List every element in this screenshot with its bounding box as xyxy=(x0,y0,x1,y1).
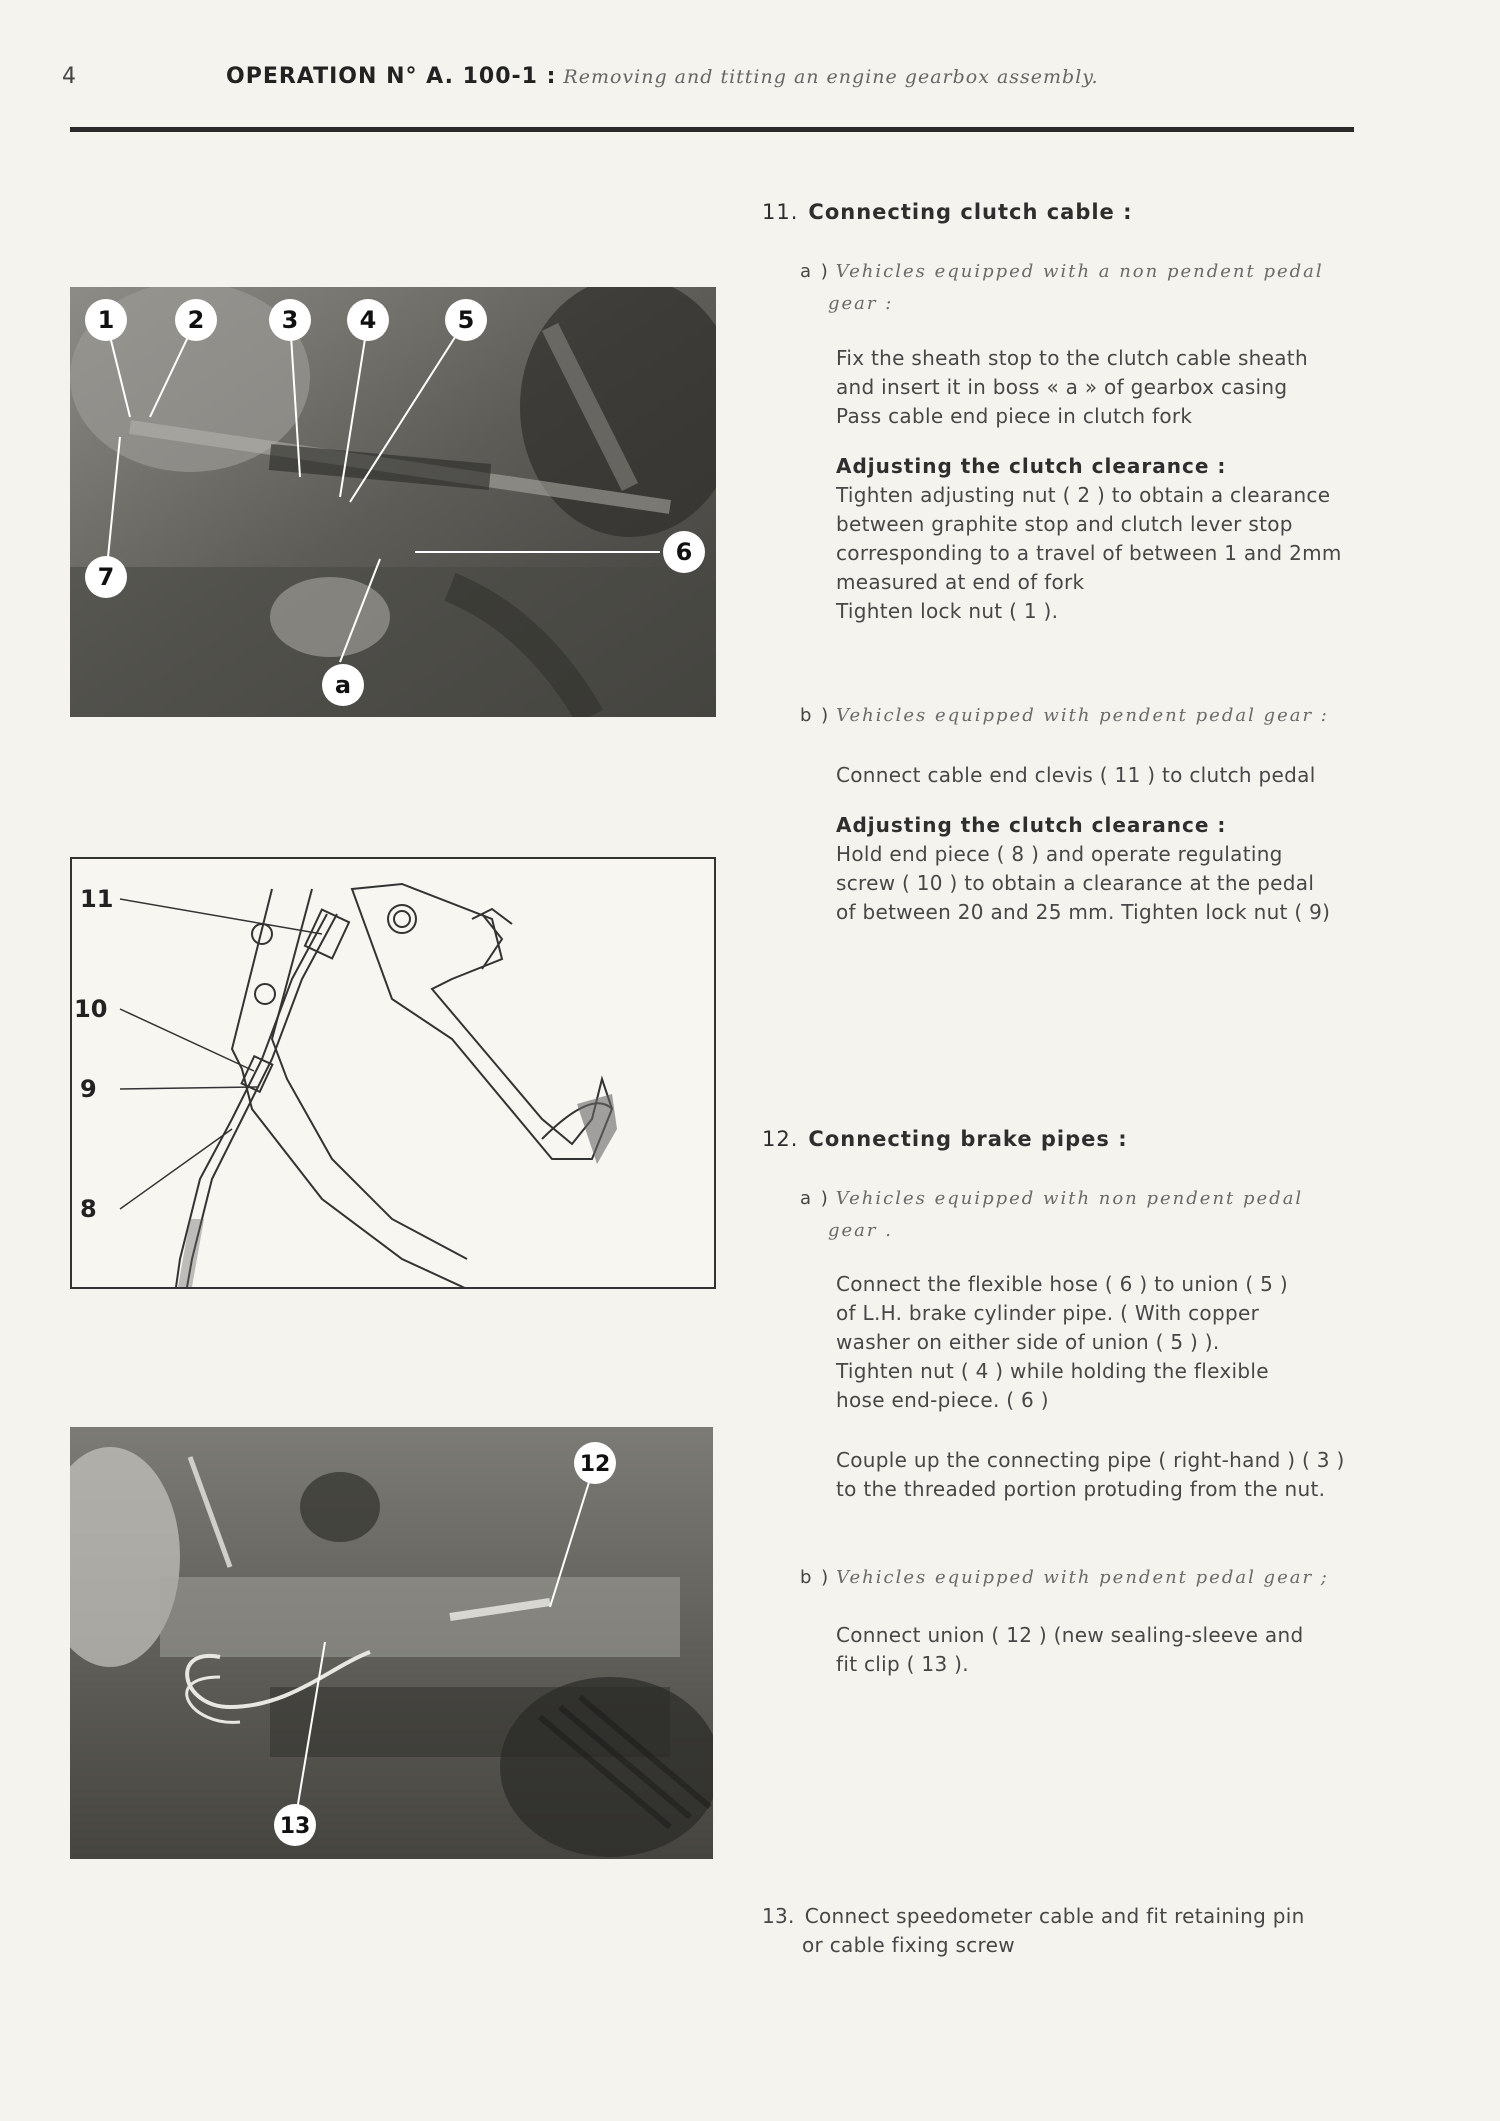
operation-code: OPERATION N° A. 100-1 : xyxy=(226,64,557,89)
callout-9: 9 xyxy=(80,1075,97,1103)
step-11b-adjust: Adjusting the clutch clearance : Hold end piece ( 8 ) and operate regulating screw ( 10 ) to obtain a clearance at the pedal of between 20 and 25 mm. Tighten lock nut ( 9) xyxy=(836,813,1331,924)
step-11b-text: Connect cable end clevis ( 11 ) to clutch pedal xyxy=(836,763,1316,787)
callout-12: 12 xyxy=(579,1452,611,1477)
figure-clutch-cable-photo xyxy=(70,287,716,717)
operation-header xyxy=(226,64,1099,89)
step-11a-heading: a ) Vehicles equipped with a non pendent pedal gear : xyxy=(800,261,1324,314)
header-rule xyxy=(70,127,1354,132)
callout-4: 4 xyxy=(359,306,377,334)
step-12b-text: Connect union ( 12 ) (new sealing-sleeve and fit clip ( 13 ). xyxy=(836,1623,1304,1676)
figure-brake-union-photo xyxy=(70,1427,713,1859)
step-12a-text: Connect the flexible hose ( 6 ) to union ( 5 ) of L.H. brake cylinder pipe. ( With copper washer on either side of union ( 5 ) ). Tighten nut ( 4 ) while holding the flexible hose end-piece. ( 6 ) xyxy=(836,1272,1288,1412)
step-13: 13. Connect speedometer cable and fit retaining pin or cable fixing screw xyxy=(762,1904,1305,1957)
step-12b-heading: b ) Vehicles equipped with pendent pedal gear ; xyxy=(800,1567,1329,1588)
step-12a-heading: a ) Vehicles equipped with non pendent pedal gear . xyxy=(800,1188,1304,1241)
callout-13: 13 xyxy=(279,1814,311,1839)
step-11a-adjust: Adjusting the clutch clearance : Tighten adjusting nut ( 2 ) to obtain a clearance between graphite stop and clutch lever stop corresponding to a travel of between 1 and 2mm measured at end of fork Tighten lock nut ( 1 ). xyxy=(836,454,1342,623)
callout-5: 5 xyxy=(457,306,475,334)
page-number: 4 xyxy=(62,64,76,89)
callout-8: 8 xyxy=(80,1195,97,1223)
callout-6: 6 xyxy=(675,538,693,566)
callout-10: 10 xyxy=(74,995,108,1023)
step-11-heading: 11. Connecting clutch cable : xyxy=(762,200,1133,224)
step-12a-text-2: Couple up the connecting pipe ( right-hand ) ( 3 ) to the threaded portion protuding from the nut. xyxy=(836,1448,1345,1501)
callout-a: a xyxy=(334,671,352,699)
operation-title: Removing and titting an engine gearbox assembly. xyxy=(563,66,1099,88)
step-11b-heading: b ) Vehicles equipped with pendent pedal gear : xyxy=(800,705,1329,726)
callout-7: 7 xyxy=(97,563,115,591)
step-11a-text: Fix the sheath stop to the clutch cable sheath and insert it in boss « a » of gearbox casing Pass cable end piece in clutch fork xyxy=(836,346,1308,428)
callout-2: 2 xyxy=(187,306,205,334)
figure-pendent-pedal-drawing xyxy=(70,857,716,1289)
callout-3: 3 xyxy=(281,306,299,334)
callout-11: 11 xyxy=(80,885,114,913)
step-12-heading: 12. Connecting brake pipes : xyxy=(762,1127,1128,1151)
callout-1: 1 xyxy=(97,306,115,334)
